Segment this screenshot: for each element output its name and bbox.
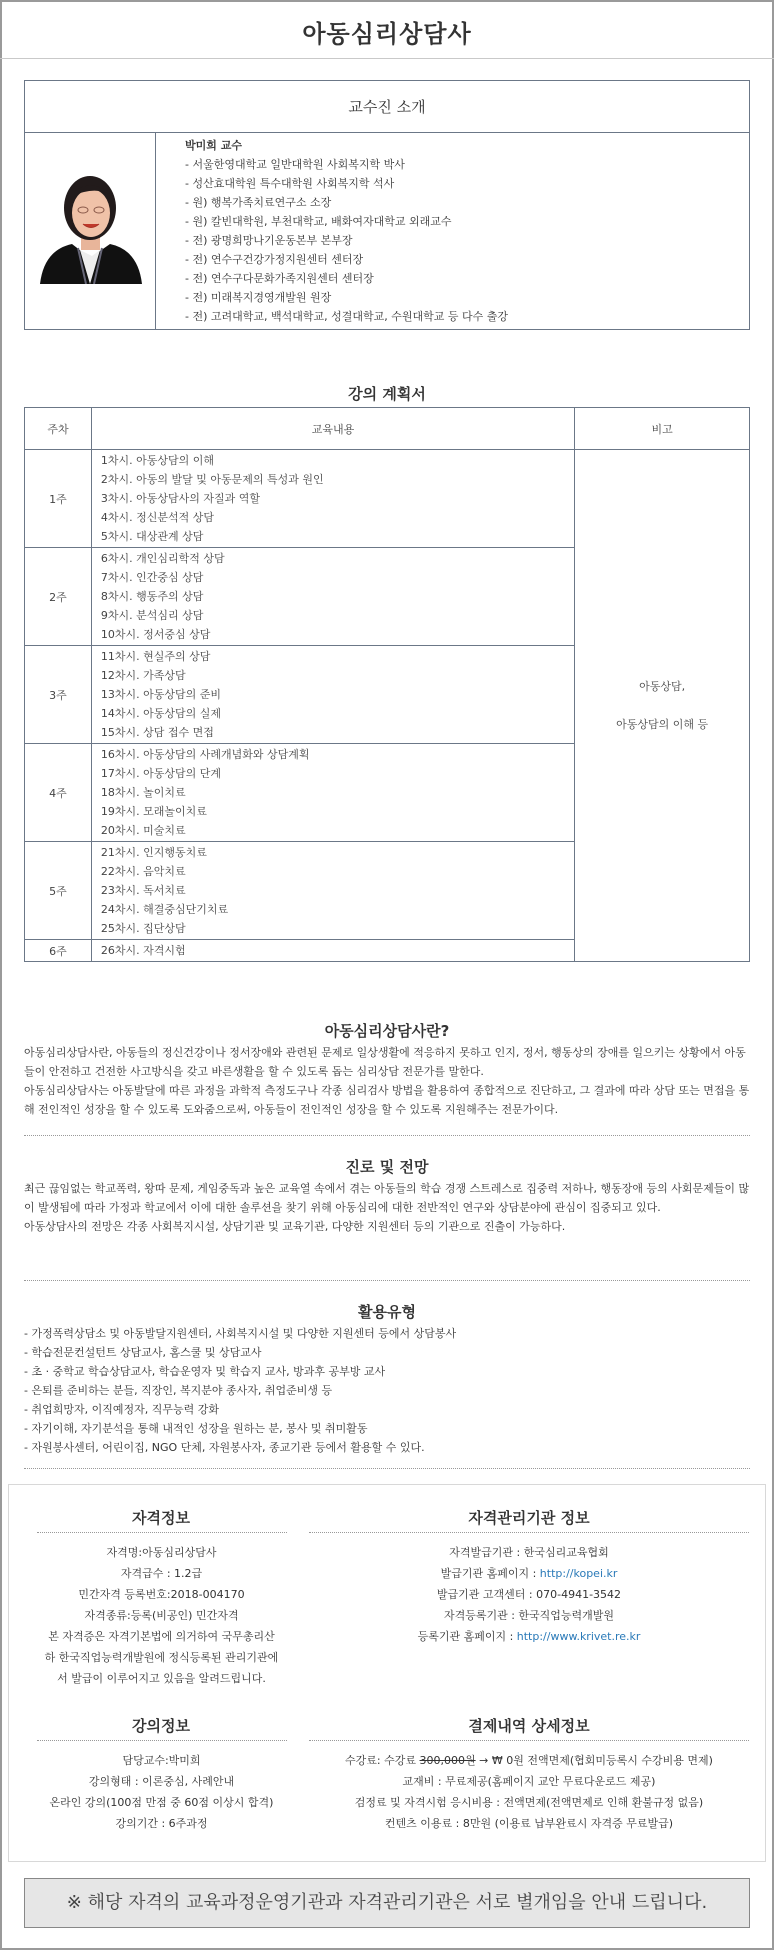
payment-info bbox=[309, 1750, 749, 1834]
career-path-paragraph: 최근 끊임없는 학교폭력, 왕따 문제, 게임중독과 높은 교육열 속에서 겪는 아동들의 학습 경쟁 스트레스로 집중력 저하나, 행동장애 등의 사회문제들이 많이 발생됨에 따라 가정과 학교에서 이에 대한 솔루션을 찾기 위해 아동심리에 대한 전반적인 연구와 상담분야에 관심이 집중되고 있다. bbox=[24, 1182, 750, 1214]
payment-title: 결제내역 상세정보 bbox=[468, 1717, 590, 1735]
session-item: 24차시. 해결중심단기치료 bbox=[100, 903, 229, 916]
session-item: 6차시. 개인심리학적 상담 bbox=[100, 552, 225, 565]
payment-exam: 검정료 및 자격시험 응시비용 : 전액면제(전액면제로 인해 환불규정 없음) bbox=[354, 1796, 704, 1809]
lecture-line: 강의기간 : 6주과정 bbox=[115, 1817, 208, 1830]
about-paragraph: 아동심리상담사는 아동발달에 따른 과정을 과학적 측정도구나 각종 심리검사 방법을 활용하여 종합적으로 진단하고, 그 결과에 따라 상담 또는 면접을 통해 전인적인 성장을 할 수 있도록 도와줌으로써, 아동들이 전인적인 성장을 할 수 있도록 지원해주는 전문가이다. bbox=[24, 1084, 750, 1116]
agency-divider bbox=[309, 1532, 749, 1533]
career-item: - 원) 칼빈대학원, 부천대학교, 배화여자대학교 외래교수 bbox=[185, 215, 452, 228]
registrar-homepage bbox=[309, 1626, 749, 1647]
session-item: 8차시. 행동주의 상담 bbox=[100, 590, 204, 603]
column-header-content: 교육내용 bbox=[91, 408, 574, 450]
qualification-title: 자격정보 bbox=[132, 1509, 190, 1527]
agency-homepage bbox=[309, 1563, 749, 1584]
career-item: - 서울한영대학교 일반대학원 사회복지학 박사 bbox=[185, 158, 405, 171]
lecture-line: 온라인 강의(100점 만점 중 60점 이상시 합격) bbox=[49, 1796, 274, 1809]
week-cell: 4주 bbox=[25, 744, 92, 842]
session-item: 20차시. 미술치료 bbox=[100, 824, 186, 837]
qualification-line: 본 자격증은 자격기본법에 의거하여 국무총리산 bbox=[48, 1630, 275, 1643]
note-cell bbox=[575, 450, 750, 962]
agency-issuer: 자격발급기관 : 한국심리교육협회 bbox=[449, 1546, 609, 1559]
content-cell bbox=[91, 744, 574, 842]
session-item: 21차시. 인지행동치료 bbox=[100, 846, 207, 859]
registrar-homepage-label: 등록기관 홈페이지 : bbox=[417, 1630, 517, 1643]
agency-info bbox=[309, 1542, 749, 1647]
agency-homepage-label: 발급기관 홈페이지 : bbox=[440, 1567, 540, 1580]
session-item: 26차시. 자격시험 bbox=[100, 944, 186, 957]
page-title: 아동심리상담사 bbox=[302, 20, 472, 48]
content-cell bbox=[91, 646, 574, 744]
session-item: 11차시. 현실주의 상담 bbox=[100, 650, 211, 663]
registrar-homepage-link[interactable]: http://www.krivet.re.kr bbox=[516, 1630, 641, 1643]
session-item: 25차시. 집단상담 bbox=[100, 922, 186, 935]
session-item: 15차시. 상담 접수 면접 bbox=[100, 726, 214, 739]
section-divider bbox=[24, 1280, 750, 1281]
agency-homepage-link[interactable]: http://kopei.kr bbox=[539, 1567, 618, 1580]
week-cell: 5주 bbox=[25, 842, 92, 940]
career-item: - 전) 연수구건강가정지원센터 센터장 bbox=[185, 253, 364, 266]
faculty-heading: 교수진 소개 bbox=[25, 81, 749, 133]
usage-item: - 초 · 중학교 학습상담교사, 학습운영자 및 학습지 교사, 방과후 공부방 교사 bbox=[24, 1365, 386, 1378]
career-item: - 전) 고려대학교, 백석대학교, 성결대학교, 수원대학교 등 다수 출강 bbox=[185, 310, 508, 323]
session-item: 17차시. 아동상담의 단계 bbox=[100, 767, 222, 780]
agency-registrar: 자격등록기관 : 한국직업능력개발원 bbox=[443, 1609, 615, 1622]
qualification-line: 자격명:아동심리상담사 bbox=[106, 1546, 217, 1559]
career-item: - 전) 미래복지경영개발원 원장 bbox=[185, 291, 332, 304]
session-item: 10차시. 정서중심 상담 bbox=[100, 628, 211, 641]
content-cell bbox=[91, 548, 574, 646]
lecture-info-divider bbox=[37, 1740, 287, 1741]
qualification-line: 서 발급이 이루어지고 있음을 알려드립니다. bbox=[57, 1672, 266, 1685]
lecture-line: 강의형태 : 이론중심, 사례안내 bbox=[88, 1775, 235, 1788]
session-item: 3차시. 아동상담사의 자질과 역할 bbox=[100, 492, 261, 505]
career-item: - 전) 연수구다문화가족지원센터 센터장 bbox=[185, 272, 374, 285]
week-cell: 6주 bbox=[25, 940, 92, 962]
usage-item: - 자원봉사센터, 어린이집, NGO 단체, 자원봉사자, 종교기관 등에서 활용할 수 있다. bbox=[24, 1441, 425, 1454]
payment-fee bbox=[309, 1750, 749, 1771]
table-header-row bbox=[25, 408, 750, 450]
session-item: 5차시. 대상관계 상담 bbox=[100, 530, 204, 543]
lecture-plan-table bbox=[24, 407, 750, 962]
session-item: 12차시. 가족상담 bbox=[100, 669, 186, 682]
qualification-info bbox=[19, 1542, 304, 1689]
agency-title: 자격관리기관 정보 bbox=[468, 1509, 590, 1527]
session-item: 18차시. 놀이치료 bbox=[100, 786, 186, 799]
session-item: 14차시. 아동상담의 실제 bbox=[100, 707, 222, 720]
career-item: - 전) 광명희망나기운동본부 본부장 bbox=[185, 234, 353, 247]
lecture-line: 담당교수:박미희 bbox=[122, 1754, 201, 1767]
qualification-line: 자격급수 : 1.2급 bbox=[120, 1567, 203, 1580]
career-item: - 원) 행복가족치료연구소 소장 bbox=[185, 196, 332, 209]
usage-item: - 가정폭력상담소 및 아동발달지원센터, 사회복지시설 및 다양한 지원센터 등에서 상담봉사 bbox=[24, 1327, 457, 1340]
week-cell: 3주 bbox=[25, 646, 92, 744]
faculty-photo-cell bbox=[25, 133, 156, 329]
usage-item: - 취업희망자, 이직예정자, 직무능력 강화 bbox=[24, 1403, 219, 1416]
week-cell: 1주 bbox=[25, 450, 92, 548]
payment-content: 컨텐츠 이용료 : 8만원 (이용료 납부완료시 자격증 무료발급) bbox=[384, 1817, 674, 1830]
column-header-week: 주차 bbox=[25, 408, 92, 450]
about-paragraph: 아동심리상담사란, 아동들의 정신건강이나 정서장애와 관련된 문제로 일상생활에 적응하지 못하고 인지, 정서, 행동상의 장애를 일으키는 상황에서 아동들이 안전하고 건전한 사고방식을 갖고 바른생활을 할 수 있도록 돕는 심리상담 전문가를 말한다. bbox=[24, 1046, 746, 1078]
usage-list bbox=[24, 1324, 750, 1457]
professor-name: 박미희 교수 bbox=[185, 139, 242, 152]
note-line: 아동상담, bbox=[639, 679, 686, 693]
session-item: 22차시. 음악치료 bbox=[100, 865, 186, 878]
career-item: - 성산효대학원 특수대학원 사회복지학 석사 bbox=[185, 177, 395, 190]
column-header-note: 비고 bbox=[575, 408, 750, 450]
lecture-info-title: 강의정보 bbox=[132, 1717, 190, 1735]
lecture-info bbox=[19, 1750, 304, 1834]
session-item: 2차시. 아동의 발달 및 아동문제의 특성과 원인 bbox=[100, 473, 324, 486]
title-divider bbox=[0, 58, 774, 59]
fee-original-price: 300,000원 bbox=[419, 1754, 476, 1767]
usage-item: - 학습전문컨설턴트 상담교사, 홈스쿨 및 상담교사 bbox=[24, 1346, 262, 1359]
career-path-paragraph: 아동상담사의 전망은 각종 사회복지시설, 상담기관 및 교육기관, 다양한 지원센터 등의 기관으로 진출이 가능하다. bbox=[24, 1220, 566, 1233]
faculty-box bbox=[24, 80, 750, 330]
qualification-divider bbox=[37, 1532, 287, 1533]
fee-discounted: → ₩ 0원 전액면제(협회미등록시 수강비용 면제) bbox=[475, 1754, 713, 1767]
session-item: 16차시. 아동상담의 사례개념화와 상담계획 bbox=[100, 748, 310, 761]
note-line: 아동상담의 이해 등 bbox=[616, 717, 709, 731]
about-body bbox=[24, 1043, 750, 1119]
usage-title: 활용유형 bbox=[358, 1303, 416, 1321]
session-item: 23차시. 독서치료 bbox=[100, 884, 186, 897]
qualification-line: 자격종류:등록(비공인) 민간자격 bbox=[84, 1609, 239, 1622]
session-item: 9차시. 분석심리 상담 bbox=[100, 609, 204, 622]
agency-phone: 발급기관 고객센터 : 070-4941-3542 bbox=[436, 1588, 622, 1601]
career-path-title: 진로 및 전망 bbox=[345, 1158, 429, 1176]
about-title: 아동심리상담사란? bbox=[324, 1022, 450, 1040]
info-box bbox=[8, 1484, 766, 1862]
usage-item: - 은퇴를 준비하는 분들, 직장인, 복지분야 종사자, 취업준비생 등 bbox=[24, 1384, 333, 1397]
content-cell bbox=[91, 450, 574, 548]
qualification-line: 민간자격 등록번호:2018-004170 bbox=[78, 1588, 245, 1601]
session-item: 13차시. 아동상담의 준비 bbox=[100, 688, 222, 701]
career-path-body bbox=[24, 1179, 750, 1236]
professor-photo bbox=[30, 158, 151, 284]
content-cell bbox=[91, 940, 574, 962]
session-item: 7차시. 인간중심 상담 bbox=[100, 571, 204, 584]
payment-divider bbox=[309, 1740, 749, 1741]
section-divider bbox=[24, 1468, 750, 1469]
session-item: 19차시. 모래놀이치료 bbox=[100, 805, 207, 818]
fee-label: 수강료: 수강료 bbox=[345, 1754, 420, 1767]
section-divider bbox=[24, 1135, 750, 1136]
qualification-line: 하 한국직업능력개발원에 정식등록된 관리기관에 bbox=[44, 1651, 279, 1664]
faculty-info bbox=[185, 136, 508, 326]
usage-item: - 자기이해, 자기분석을 통해 내적인 성장을 원하는 분, 봉사 및 취미활동 bbox=[24, 1422, 368, 1435]
plan-title: 강의 계획서 bbox=[348, 385, 426, 403]
week-cell: 2주 bbox=[25, 548, 92, 646]
content-cell bbox=[91, 842, 574, 940]
session-item: 1차시. 아동상담의 이해 bbox=[100, 454, 215, 467]
payment-textbook: 교재비 : 무료제공(홈페이지 교안 무료다운로드 제공) bbox=[402, 1775, 656, 1788]
notice-banner: ※ 해당 자격의 교육과정운영기관과 자격관리기관은 서로 별개임을 안내 드립니다. bbox=[24, 1878, 750, 1928]
session-item: 4차시. 정신분석적 상담 bbox=[100, 511, 215, 524]
table-row bbox=[25, 450, 750, 548]
